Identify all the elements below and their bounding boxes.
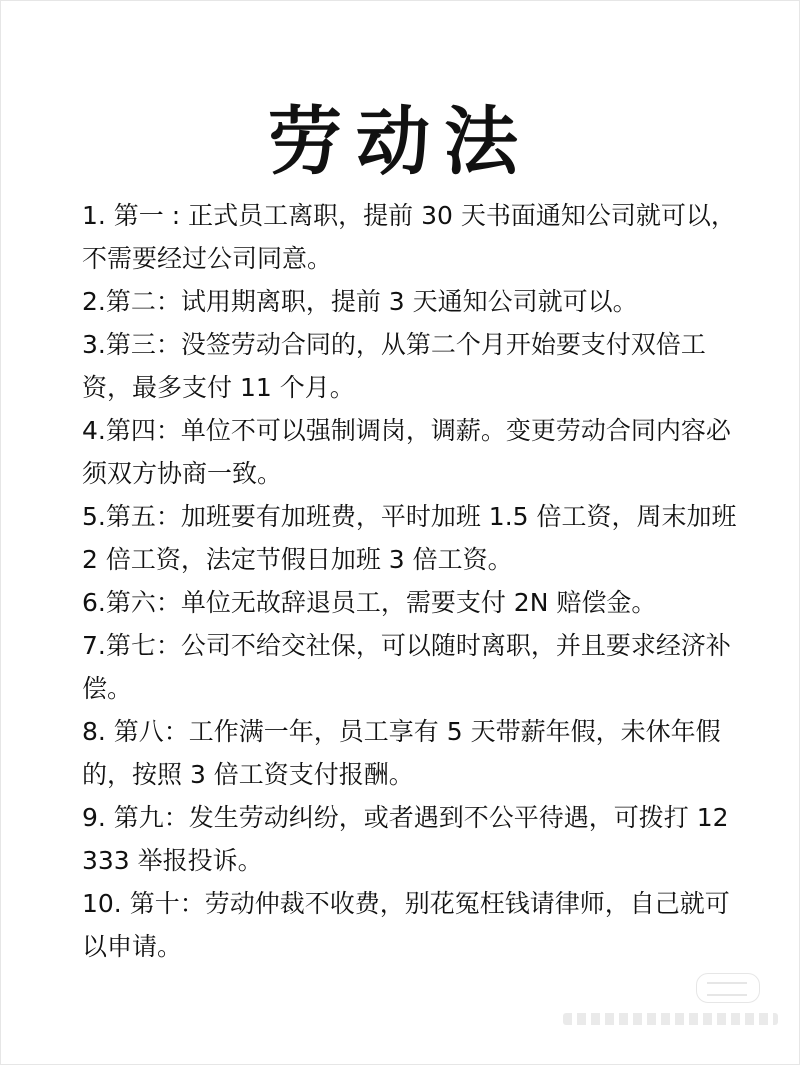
rule-item-2: 2.第二：试用期离职，提前 3 天通知公司就可以。 [82, 287, 638, 316]
rule-item-5: 5.第五：加班要有加班费，平时加班 1.5 倍工资，周末加班 2 倍工资，法定节假日加班 3 倍工资。 [82, 502, 737, 574]
rule-item-3: 3.第三：没签劳动合同的，从第二个月开始要支付双倍工资，最多支付 11 个月。 [82, 330, 706, 402]
rule-item-4: 4.第四：单位不可以强制调岗，调薪。变更劳动合同内容必须双方协商一致。 [82, 416, 731, 488]
rule-item-9: 9. 第九：发生劳动纠纷，或者遇到不公平待遇，可拨打 12333 举报投诉。 [82, 803, 729, 875]
watermark-text-mark [563, 1013, 778, 1025]
rule-item-7: 7.第七：公司不给交社保，可以随时离职，并且要求经济补偿。 [82, 631, 731, 703]
rule-list [82, 194, 742, 968]
page-title: 劳动法 [268, 99, 532, 185]
watermark [548, 973, 778, 1043]
rule-item-8: 8. 第八：工作满一年，员工享有 5 天带薪年假，未休年假的，按照 3 倍工资支付报酬。 [82, 717, 721, 789]
watermark-logo-icon [696, 973, 760, 1003]
rule-item-10: 10. 第十：劳动仲裁不收费，别花冤枉钱请律师，自己就可以申请。 [82, 889, 730, 961]
rule-item-6: 6.第六：单位无故辞退员工，需要支付 2N 赔偿金。 [82, 588, 657, 617]
rule-item-1: 1. 第一 : 正式员工离职，提前 30 天书面通知公司就可以，不需要经过公司同意。 [82, 201, 736, 273]
